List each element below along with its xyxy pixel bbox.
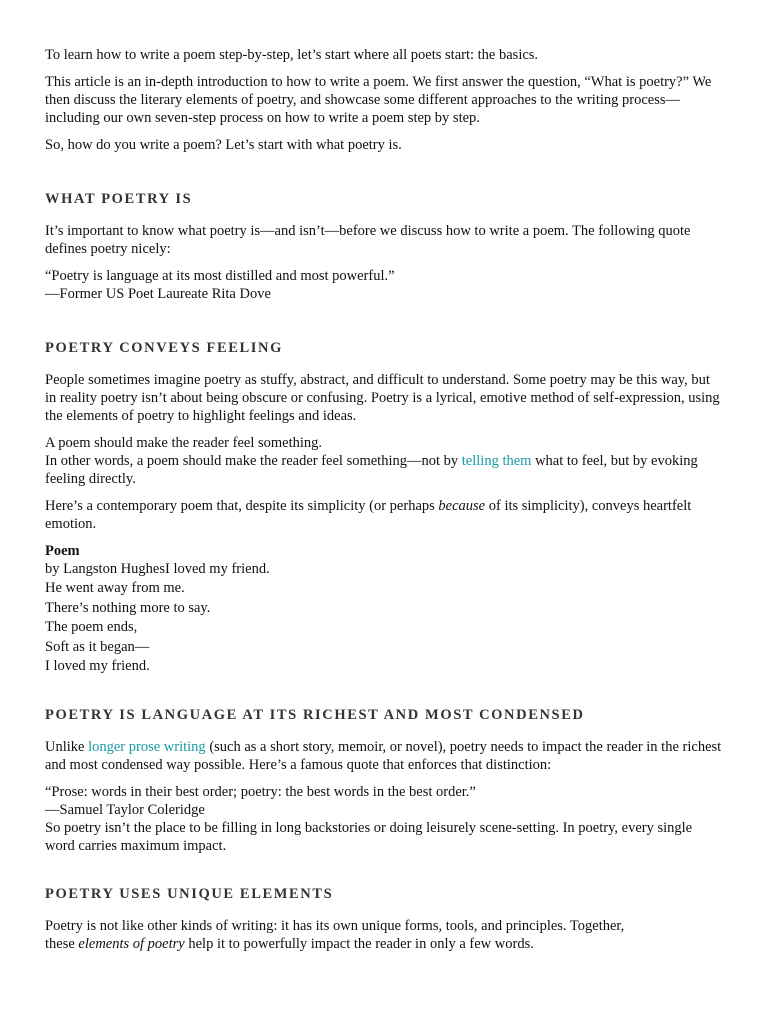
section-heading-poetry-uses-unique-elements: POETRY USES UNIQUE ELEMENTS [45, 886, 334, 903]
section2-paragraph-2-text-after-link: what to feel, but by evoking feeling directly. [45, 453, 698, 487]
section3-paragraph-2: So poetry isn’t the place to be filling in long backstories or doing leisurely scene-setting. In poetry, every single word carries maximum impact. [45, 820, 693, 855]
poem-line: The poem ends, [45, 619, 138, 636]
section-heading-what-poetry-is: WHAT POETRY IS [45, 191, 193, 207]
quote-attribution: —Former US Poet Laureate Rita Dove [45, 286, 271, 302]
coleridge-quote [45, 783, 724, 819]
section-heading-poetry-is-language: POETRY IS LANGUAGE AT ITS RICHEST AND MOST CONDENSED [45, 707, 585, 724]
quote-attribution: —Samuel Taylor Coleridge [45, 802, 205, 819]
section4-paragraph [45, 917, 724, 953]
section3-paragraph-1 [45, 738, 724, 774]
section3-paragraph-1-text-after-link: (such as a short story, memoir, or novel), poetry needs to impact the reader in the richest and most condensed way possible. Here’s a famous quote that enforces that distinction: [45, 739, 722, 774]
section2-paragraph-3-text-after: of its simplicity), conveys heartfelt emotion. [45, 498, 692, 532]
poem-line: I loved my friend. [45, 658, 150, 675]
section2-paragraph-3-text-before: Here’s a contemporary poem that, despite its simplicity (or perhaps [45, 498, 439, 514]
rita-dove-quote [45, 267, 724, 303]
section3-paragraph-1-text-before-link: Unlike [45, 739, 89, 756]
quote-text: “Prose: words in their best order; poetry: the best words in the best order.” [45, 784, 476, 801]
section4-paragraph-line-1: Poetry is not like other kinds of writing: it has its own unique forms, tools, and principles. Together, [45, 918, 625, 935]
intro-paragraph-2: This article is an in-depth introduction to how to write a poem. We first answer the question, “What is poetry?” We then discuss the literary elements of poetry, and showcase some different approaches to the writing process—including our own seven-step process on how to write a poem step by step. [45, 74, 712, 126]
quote-text: “Poetry is language at its most distilled and most powerful.” [45, 268, 395, 284]
section2-paragraph-2 [45, 434, 724, 488]
poem-line: There’s nothing more to say. [45, 599, 211, 616]
poem-title: Poem [45, 543, 80, 559]
section2-paragraph-2-line-1: A poem should make the reader feel something. [45, 435, 323, 451]
section2-paragraph-3 [45, 497, 724, 533]
section2-paragraph-1: People sometimes imagine poetry as stuffy, abstract, and difficult to understand. Some poetry may be this way, but in reality poetry isn’t about being obscure or confusing. Poetry is a lyrical, emotive method of self-expression, using the elements of poetry to highlight feelings and ideas. [45, 372, 720, 424]
elements-of-poetry-emphasis: elements of poetry [78, 936, 185, 953]
poem-byline: by Langston HughesI loved my friend. [45, 561, 270, 577]
longer-prose-writing-link[interactable]: longer prose writing [88, 739, 206, 756]
langston-hughes-poem [45, 542, 724, 676]
section2-paragraph-2-text-before-link: In other words, a poem should make the reader feel something—not by [45, 453, 462, 469]
section1-paragraph: It’s important to know what poetry is—and isn’t—before we discuss how to write a poem. The following quote defines poetry nicely: [45, 223, 691, 257]
poem-line: He went away from me. [45, 580, 185, 597]
because-emphasis: because [438, 498, 486, 514]
intro-paragraph-1: To learn how to write a poem step-by-step, let’s start where all poets start: the basics. [45, 47, 539, 63]
section4-text-after-emphasis: help it to powerfully impact the reader in only a few words. [184, 936, 534, 953]
poem-line: Soft as it began— [45, 638, 150, 655]
intro-paragraph-3: So, how do you write a poem? Let’s start with what poetry is. [45, 137, 402, 153]
section4-text-before-emphasis: these [45, 936, 79, 953]
telling-them-link[interactable]: telling them [461, 453, 532, 469]
section-heading-poetry-conveys-feeling: POETRY CONVEYS FEELING [45, 340, 283, 356]
